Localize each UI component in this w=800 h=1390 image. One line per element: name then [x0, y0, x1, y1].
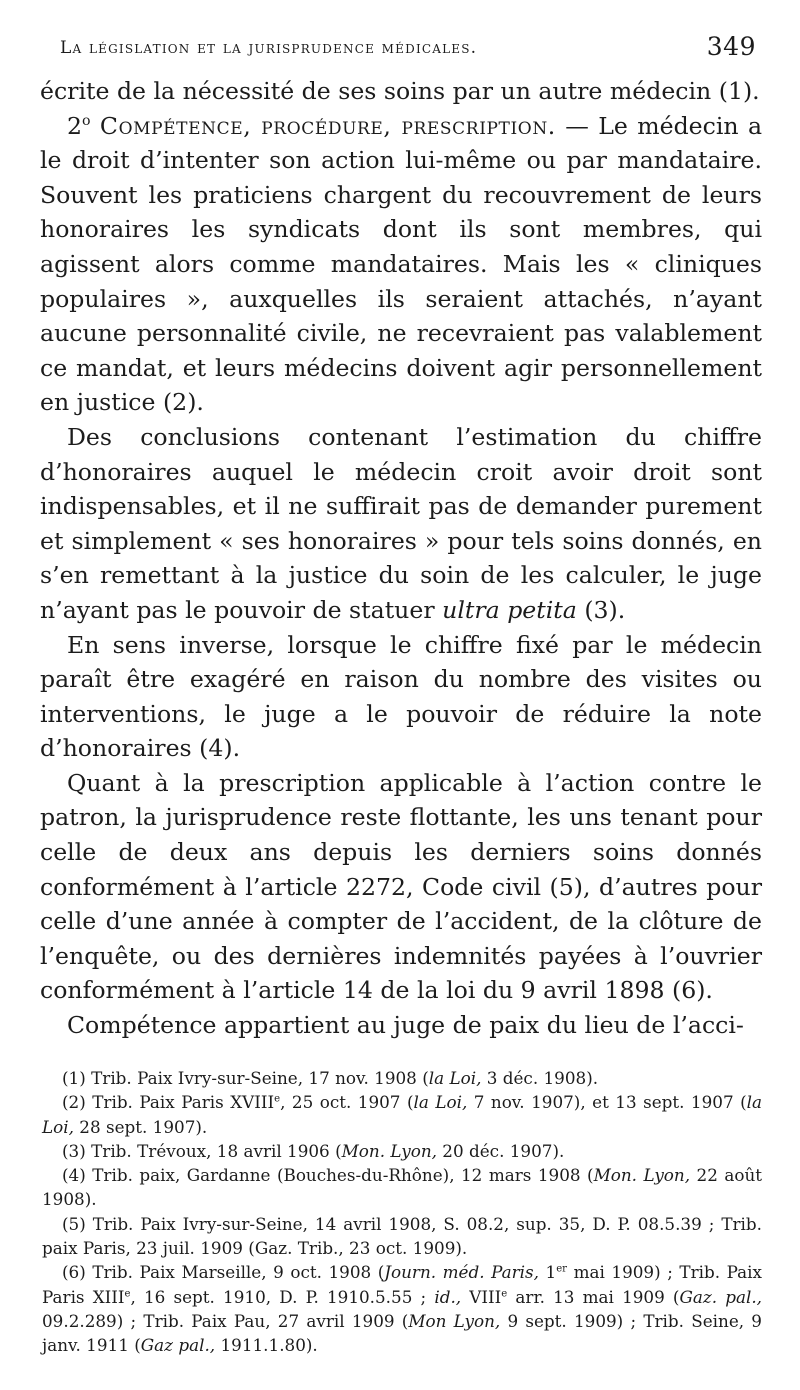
- footnote-italic: Gaz. pal.,: [679, 1286, 763, 1307]
- section-heading: Compétence, procédure, prescription.: [99, 111, 556, 140]
- paragraph-prescription: Quant à la prescription applicable à l’action contre le patron, la jurisprudence reste flottante, les uns tenant pour celle de deux ans depuis les derniers soins donnés conformément à l’article 2272, Code civil (5), d’autres pour celle d’une année à compter de l’accident, de la clôture de l’enquête, ou des dernières indemnités payées à l’ouvrier conformément à l’article 14 de la loi du 9 avril 1898 (6).: [40, 768, 762, 1005]
- footnote-text: (3) Trib. Trévoux, 18 avril 1906 (: [62, 1140, 342, 1161]
- footnote-text: (1) Trib. Paix Ivry-sur-Seine, 17 nov. 1908 (: [62, 1068, 429, 1088]
- footnote-superscript: e: [274, 1093, 281, 1105]
- footnotes: [42, 1066, 762, 1358]
- footnote-text: 3 déc. 1908).: [481, 1068, 599, 1088]
- footnote-text: 9 sept. 1909) ; Trib. Seine, 9 janv. 1911 (: [42, 1310, 762, 1356]
- paragraph-continuation: écrite de la nécessité de ses soins par un autre médecin (1).: [40, 77, 760, 105]
- footnote-italic: Journ. méd. Paris,: [384, 1262, 539, 1283]
- footnote-text: 7 nov. 1907), et 13 sept. 1907 (: [467, 1092, 747, 1113]
- running-title: La législation et la jurisprudence médicales.: [60, 38, 478, 58]
- footnote-text: VIII: [461, 1286, 502, 1307]
- paragraph-conclusions-end: (3).: [576, 595, 626, 624]
- footnote-2: [42, 1090, 762, 1139]
- footnote-3: [42, 1139, 762, 1163]
- footnote-italic: la Loi,: [42, 1092, 763, 1137]
- footnote-italic: id.,: [434, 1286, 462, 1307]
- footnote-text: arr. 13 mai 1909 (: [507, 1286, 680, 1307]
- footnote-text: (2) Trib. Paix Paris XVIII: [62, 1092, 275, 1113]
- footnote-superscript: e: [124, 1288, 131, 1300]
- paragraph-conclusions-text: Des conclusions contenant l’estimation du chiffre d’honoraires auquel le médecin croit avoir droit sont indispensables, et il ne suffirait pas de demander purement et simplement « ses honoraires » pour tels soins donnés, en s’en remettant à la justice du soin de les calculer, le juge n’ayant pas le pouvoir de statuer: [40, 422, 762, 624]
- page-header: [60, 32, 756, 72]
- footnote-text: 22 août 1908).: [42, 1165, 763, 1210]
- paragraph-competence-text: — Le médecin a le droit d’intenter son action lui-même ou par mandataire. Souvent les praticiens chargent du recouvrement de leurs honoraires les syndicats dont ils sont membres, qui agissent alors comme mandataires. Mais les « cliniques populaires », auxquelles ils seraient attachés, n’ayant aucune personnalité civile, ne recevraient pas valablement ce mandat, et leurs médecins doivent agir personnellement en justice (2).: [40, 111, 763, 417]
- footnote-4: [42, 1163, 762, 1212]
- footnote-superscript: e: [501, 1288, 508, 1300]
- footnote-text: 09.2.289) ; Trib. Paix Pau, 27 avril 1909 (: [42, 1310, 409, 1331]
- footnote-text: 20 déc. 1907).: [436, 1140, 565, 1161]
- main-text: [40, 74, 762, 1043]
- degree-sign: o: [82, 112, 91, 129]
- footnote-italic: Gaz pal.,: [140, 1335, 216, 1356]
- footnote-text: , 25 oct. 1907 (: [280, 1092, 414, 1113]
- footnote-italic: Mon. Lyon,: [341, 1140, 437, 1161]
- footnote-text: 28 sept. 1907).: [73, 1116, 208, 1137]
- footnote-text: , 16 sept. 1910, D. P. 1910.5.55 ;: [130, 1286, 435, 1307]
- footnote-text: mai 1909) ; Trib. Paix Paris XIII: [42, 1262, 762, 1307]
- footnote-text: 1911.1.80).: [215, 1335, 318, 1356]
- footnote-italic: la Loi,: [428, 1068, 482, 1088]
- paragraph-competence-juge: Compétence appartient au juge de paix du lieu de l’acci-: [67, 1011, 744, 1040]
- paragraph-conclusions: [40, 420, 762, 628]
- footnote-5: (5) Trib. Paix Ivry-sur-Seine, 14 avril 1908, S. 08.2, sup. 35, D. P. 08.5.39 ; Trib. paix Paris, 23 juil. 1909 (Gaz. Trib., 23 oct. 1909).: [42, 1213, 762, 1259]
- footnote-superscript: er: [556, 1263, 568, 1275]
- section-number: 2: [67, 111, 83, 140]
- footnote-italic: Mon. Lyon,: [593, 1165, 691, 1186]
- paragraph-competence: [40, 109, 762, 420]
- footnote-text: (4) Trib. paix, Gardanne (Bouches-du-Rhône), 12 mars 1908 (: [62, 1165, 594, 1186]
- footnote-1: [42, 1066, 762, 1090]
- page-number: 349: [706, 32, 756, 61]
- footnote-text: (6) Trib. Paix Marseille, 9 oct. 1908 (: [62, 1262, 385, 1283]
- latin-phrase: ultra petita: [442, 595, 577, 624]
- footnote-italic: la Loi,: [413, 1092, 468, 1113]
- paragraph-sens-inverse: En sens inverse, lorsque le chiffre fixé par le médecin paraît être exagéré en raison du nombre des visites ou interventions, le juge a le pouvoir de réduire la note d’honoraires (4).: [40, 630, 762, 763]
- footnote-text: 1: [538, 1262, 557, 1283]
- footnote-italic: Mon Lyon,: [408, 1310, 501, 1331]
- footnote-6: [42, 1260, 762, 1357]
